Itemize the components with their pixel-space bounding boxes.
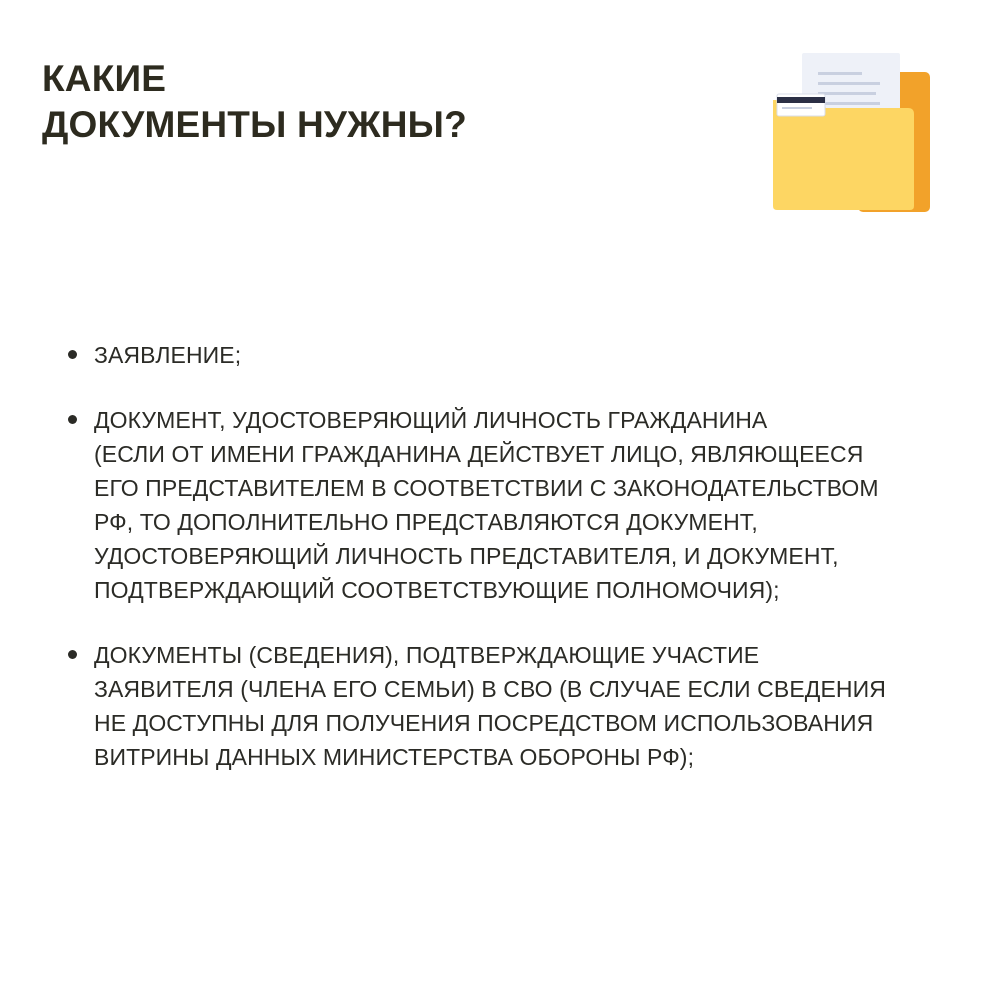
bullet-icon (68, 415, 77, 424)
list-item-text: ЗАЯВЛЕНИЕ; (94, 342, 242, 368)
list-item-text: РФ, ТО ДОПОЛНИТЕЛЬНО ПРЕДСТАВЛЯЮТСЯ ДОКУМЕНТ, (94, 509, 758, 535)
bullet-icon (68, 350, 77, 359)
list-item-text: УДОСТОВЕРЯЮЩИЙ ЛИЧНОСТЬ ПРЕДСТАВИТЕЛЯ, И ДОКУМЕНТ, (94, 543, 839, 569)
bullet-icon (68, 650, 77, 659)
list-item (68, 638, 983, 774)
list-item-text: ЕГО ПРЕДСТАВИТЕЛЕМ В СООТВЕТСТВИИ С ЗАКОНОДАТЕЛЬСТВОМ (94, 475, 879, 501)
documents-list (68, 338, 983, 805)
list-item-text: ЗАЯВИТЕЛЯ (ЧЛЕНА ЕГО СЕМЬИ) В СВО (В СЛУЧАЕ ЕСЛИ СВЕДЕНИЯ (94, 676, 886, 702)
list-item (68, 338, 983, 372)
list-item-text: ДОКУМЕНТ, УДОСТОВЕРЯЮЩИЙ ЛИЧНОСТЬ ГРАЖДАНИНА (94, 407, 768, 433)
folder-with-documents-icon (768, 50, 933, 215)
title-line: КАКИЕ (42, 58, 167, 99)
list-item-text: ДОКУМЕНТЫ (СВЕДЕНИЯ), ПОДТВЕРЖДАЮЩИЕ УЧАСТИЕ (94, 642, 760, 668)
list-item-text: ПОДТВЕРЖДАЮЩИЙ СООТВЕТСТВУЮЩИЕ ПОЛНОМОЧИЯ); (94, 577, 780, 603)
list-item (68, 403, 983, 607)
list-item-text: ВИТРИНЫ ДАННЫХ МИНИСТЕРСТВА ОБОРОНЫ РФ); (94, 744, 695, 770)
page-title (42, 56, 467, 148)
title-line: ДОКУМЕНТЫ НУЖНЫ? (42, 104, 467, 145)
list-item-text: (ЕСЛИ ОТ ИМЕНИ ГРАЖДАНИНА ДЕЙСТВУЕТ ЛИЦО, ЯВЛЯЮЩЕЕСЯ (94, 441, 864, 467)
list-item-text: НЕ ДОСТУПНЫ ДЛЯ ПОЛУЧЕНИЯ ПОСРЕДСТВОМ ИСПОЛЬЗОВАНИЯ (94, 710, 874, 736)
